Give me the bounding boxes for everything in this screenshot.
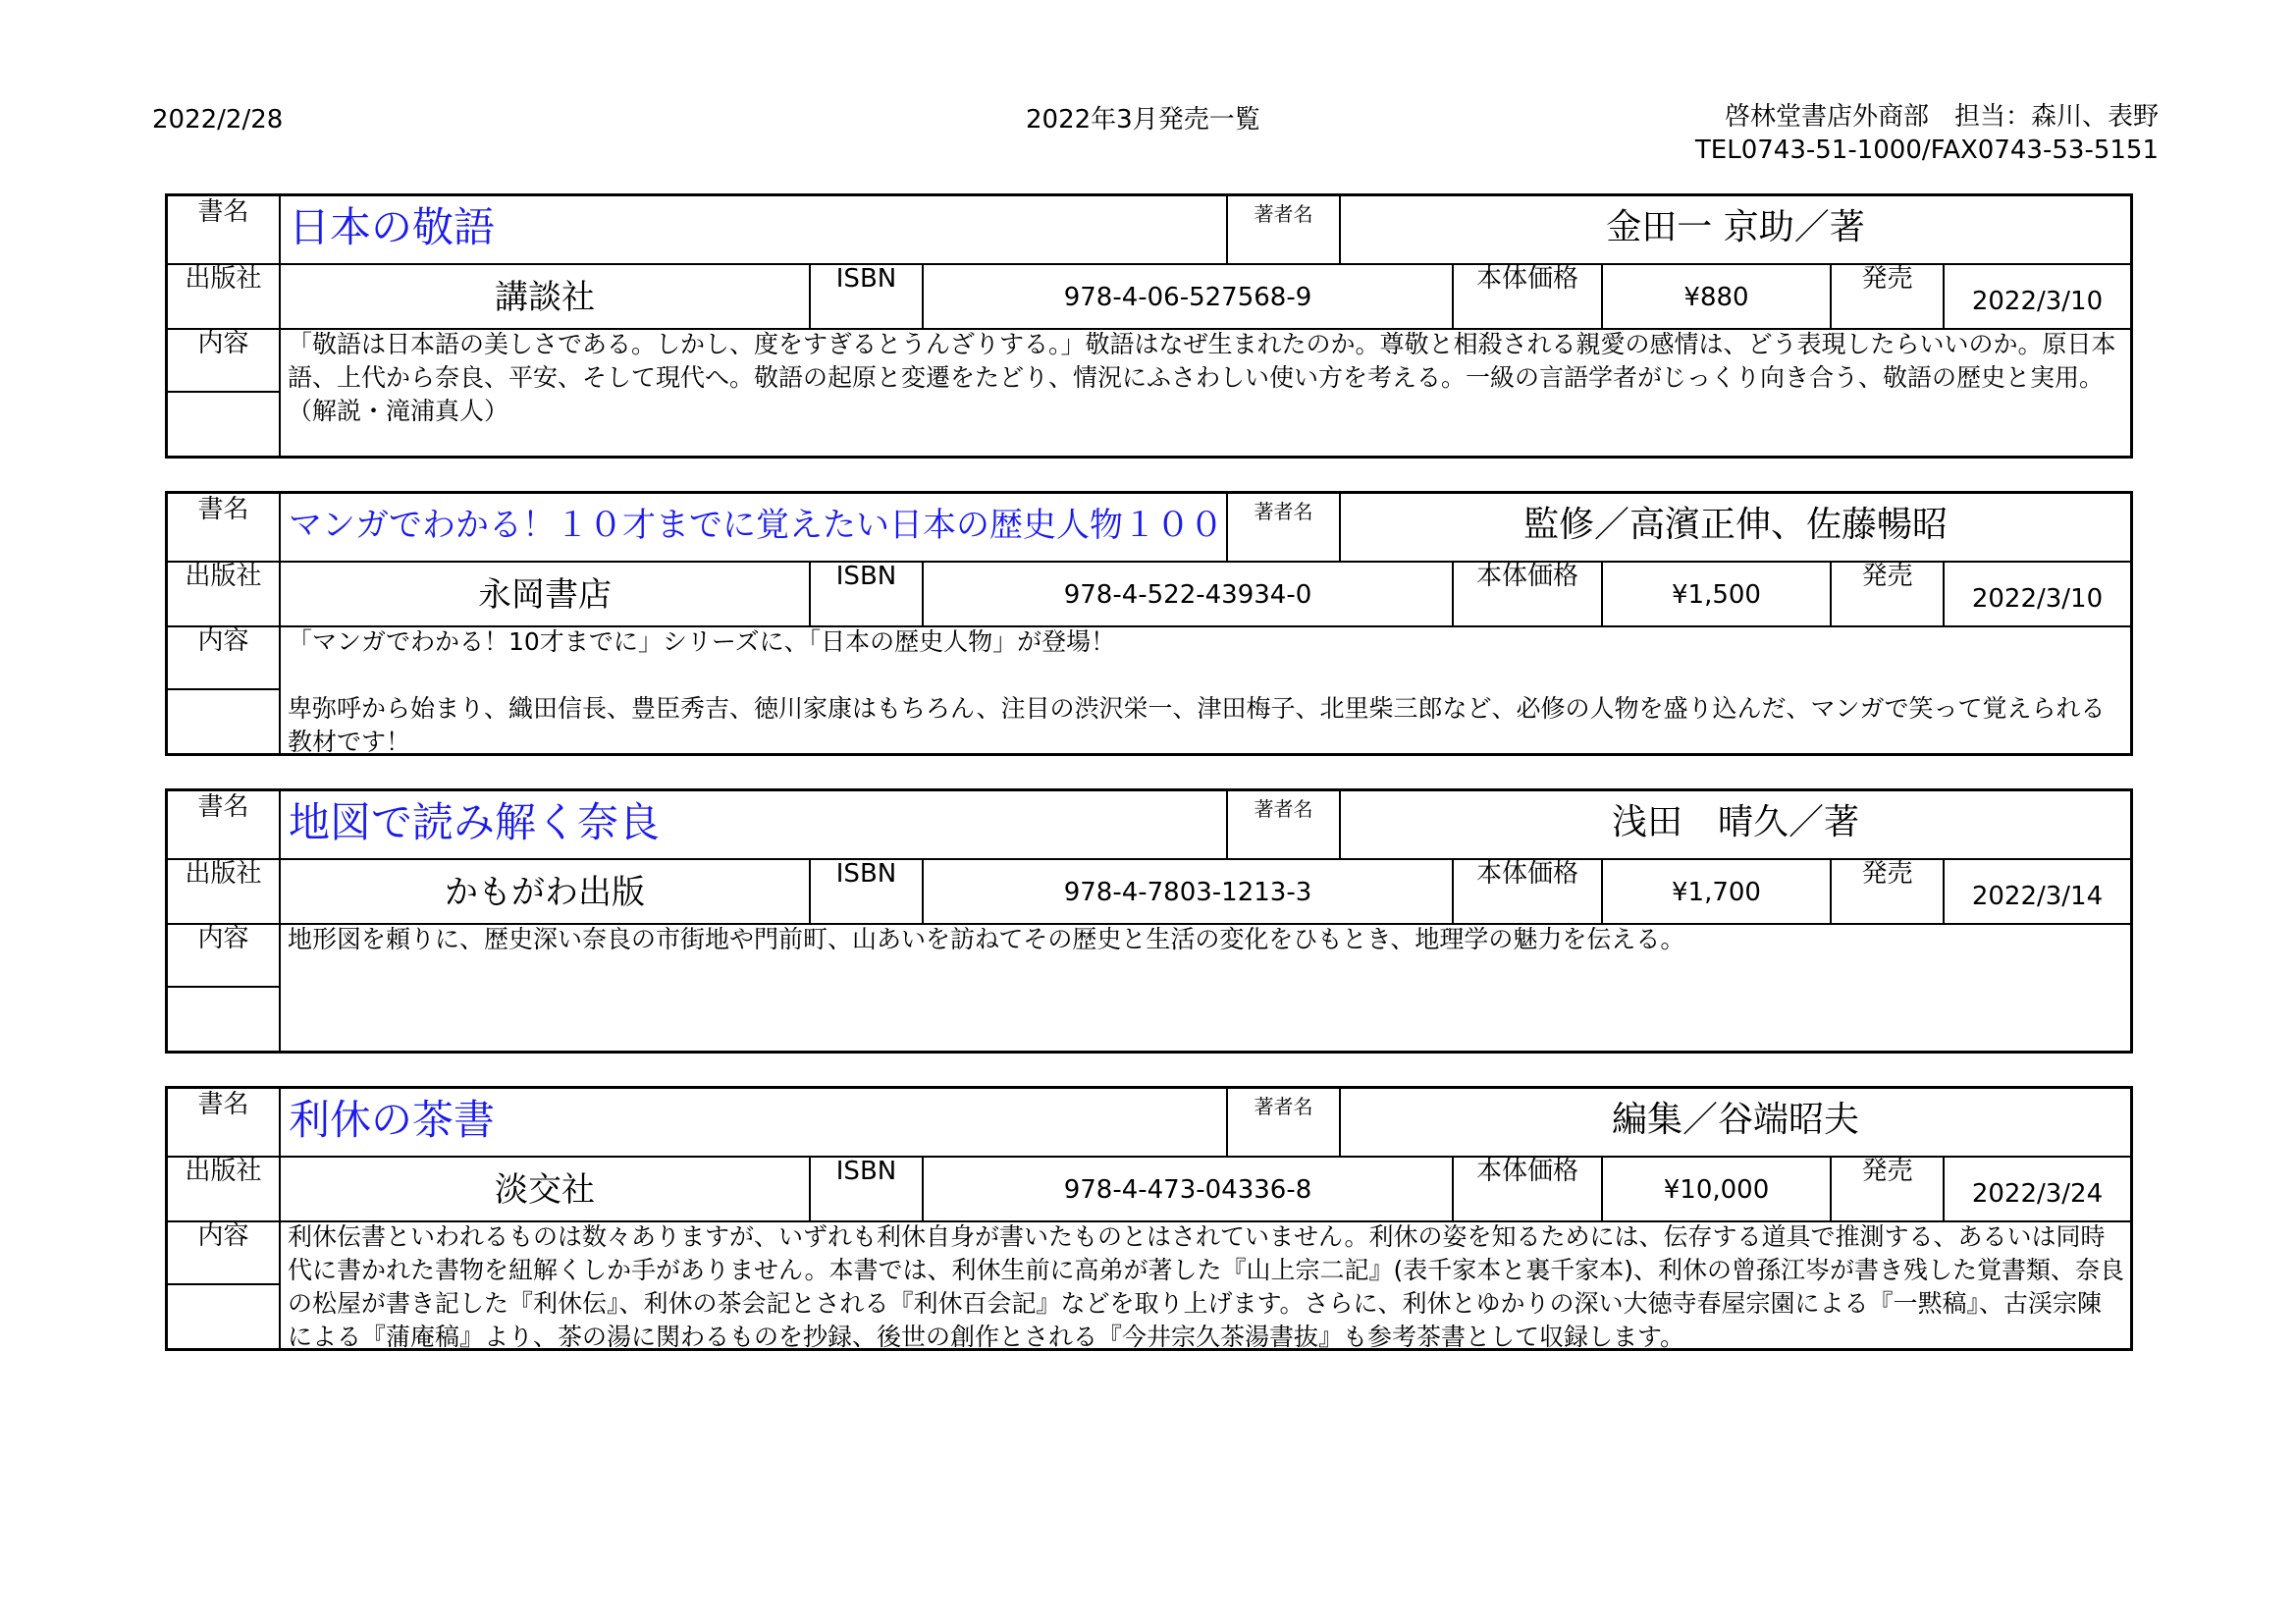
- author-label: 著者名: [1228, 494, 1341, 561]
- isbn-label: ISBN: [811, 561, 924, 625]
- release-label: 発売: [1832, 561, 1945, 625]
- book-release-date: 2022/3/24: [1971, 1179, 2104, 1209]
- title-label: 書名: [168, 196, 281, 263]
- title-label: 書名: [168, 791, 281, 858]
- book-card: [165, 1086, 2133, 1351]
- release-label: 発売: [1832, 263, 1945, 328]
- book-release-date: 2022/3/14: [1971, 882, 2104, 911]
- book-price: ¥880: [1603, 263, 1832, 328]
- book-card: [165, 193, 2133, 459]
- publisher-label: 出版社: [168, 561, 281, 625]
- header-store-contact: [1695, 100, 2159, 167]
- title-label: 書名: [168, 1089, 281, 1156]
- author-label: 著者名: [1228, 1089, 1341, 1156]
- book-release-date: 2022/3/10: [1971, 287, 2104, 316]
- content-label: 内容: [168, 328, 281, 393]
- content-label-spacer: [168, 988, 281, 1051]
- book-author: 浅田 晴久／著: [1611, 802, 1859, 842]
- isbn-label: ISBN: [811, 263, 924, 328]
- author-label: 著者名: [1228, 196, 1341, 263]
- isbn-label: ISBN: [811, 1156, 924, 1220]
- book-description: 地形図を頼りに、歴史深い奈良の市街地や門前町、山あいを訪ねてその歴史と生活の変化をひもとき、地理学の魅力を伝える。: [288, 925, 1685, 953]
- book-title: 地図で読み解く奈良: [281, 791, 1228, 858]
- isbn-label: ISBN: [811, 858, 924, 923]
- publisher-label: 出版社: [168, 1156, 281, 1220]
- price-label: 本体価格: [1454, 858, 1603, 923]
- book-card: [165, 788, 2133, 1054]
- content-label: 内容: [168, 625, 281, 690]
- header-store: 啓林堂書店外商部 担当：森川、表野: [1724, 102, 2159, 132]
- book-author: 編集／谷端昭夫: [1611, 1100, 1859, 1140]
- book-description: 利休伝書といわれるものは数々ありますが、いずれも利休自身が書いたものとはされていません。利休の姿を知るためには、伝存する道具で推測する、あるいは同時代に書かれた書物を紐解くしか手がありません。本書では、利休生前に高弟が著した『山上宗二記』(表千家本と裏千家本)、利休の曾孫江岑が書き残した覚書類、奈良の松屋が書き記した『利休伝』、利休の茶会記とされる『利休百会記』などを取り上げます。さらに、利休とゆかりの深い大徳寺春屋宗園による『一黙稿』、古渓宗陳による『蒲庵稿』より、茶の湯に関わるものを抄録、後世の創作とされる『今井宗久茶湯書抜』も参考茶書として収録します。: [288, 1222, 2125, 1351]
- release-label: 発売: [1832, 858, 1945, 923]
- book-publisher: 淡交社: [281, 1156, 811, 1220]
- book-isbn: 978-4-06-527568-9: [924, 263, 1454, 328]
- book-release-date: 2022/3/10: [1971, 584, 2104, 614]
- book-isbn: 978-4-7803-1213-3: [924, 858, 1454, 923]
- price-label: 本体価格: [1454, 263, 1603, 328]
- book-title: 日本の敬語: [281, 196, 1228, 263]
- publisher-label: 出版社: [168, 858, 281, 923]
- price-label: 本体価格: [1454, 1156, 1603, 1220]
- book-description: 「敬語は日本語の美しさである。しかし、度をすぎるとうんざりする。」敬語はなぜ生まれたのか。尊敬と相殺される親愛の感情は、どう表現したらいいのか。原日本語、上代から奈良、平安、そして現代へ。敬語の起原と変遷をたどり、情況にふさわしい使い方を考える。一級の言語学者がじっくり向き合う、敬語の歴史と実用。（解説・滝浦真人）: [288, 330, 2116, 425]
- price-label: 本体価格: [1454, 561, 1603, 625]
- book-description: 「マンガでわかる！10才までに」シリーズに、「日本の歴史人物」が登場！ 卑弥呼から始まり、織田信長、豊臣秀吉、徳川家康はもちろん、注目の渋沢栄一、津田梅子、北里柴三郎など、必修の人物を盛り込んだ、マンガで笑って覚えられる教材です！: [288, 627, 2106, 756]
- content-label: 内容: [168, 1220, 281, 1285]
- header-contact: TEL0743-51-1000/FAX0743-53-5151: [1694, 135, 2159, 165]
- book-price: ¥10,000: [1603, 1156, 1832, 1220]
- header-date: 2022/2/28: [152, 105, 284, 135]
- title-label: 書名: [168, 494, 281, 561]
- book-price: ¥1,700: [1603, 858, 1832, 923]
- publisher-label: 出版社: [168, 263, 281, 328]
- book-price: ¥1,500: [1603, 561, 1832, 625]
- document-title: 2022年3月発売一覧: [1026, 105, 1260, 135]
- book-card: [165, 491, 2133, 756]
- book-isbn: 978-4-473-04336-8: [924, 1156, 1454, 1220]
- content-label-spacer: [168, 393, 281, 456]
- book-title: マンガでわかる！１０才までに覚えたい日本の歴史人物１００: [281, 494, 1228, 561]
- book-publisher: 講談社: [281, 263, 811, 328]
- content-label-spacer: [168, 1285, 281, 1348]
- release-label: 発売: [1832, 1156, 1945, 1220]
- author-label: 著者名: [1228, 791, 1341, 858]
- book-isbn: 978-4-522-43934-0: [924, 561, 1454, 625]
- content-label: 内容: [168, 923, 281, 988]
- book-publisher: かもがわ出版: [281, 858, 811, 923]
- book-author: 監修／高濱正伸、佐藤暢昭: [1522, 505, 1948, 545]
- book-title: 利休の茶書: [281, 1089, 1228, 1156]
- content-label-spacer: [168, 690, 281, 753]
- book-author: 金田一 京助／著: [1606, 207, 1865, 247]
- book-publisher: 永岡書店: [281, 561, 811, 625]
